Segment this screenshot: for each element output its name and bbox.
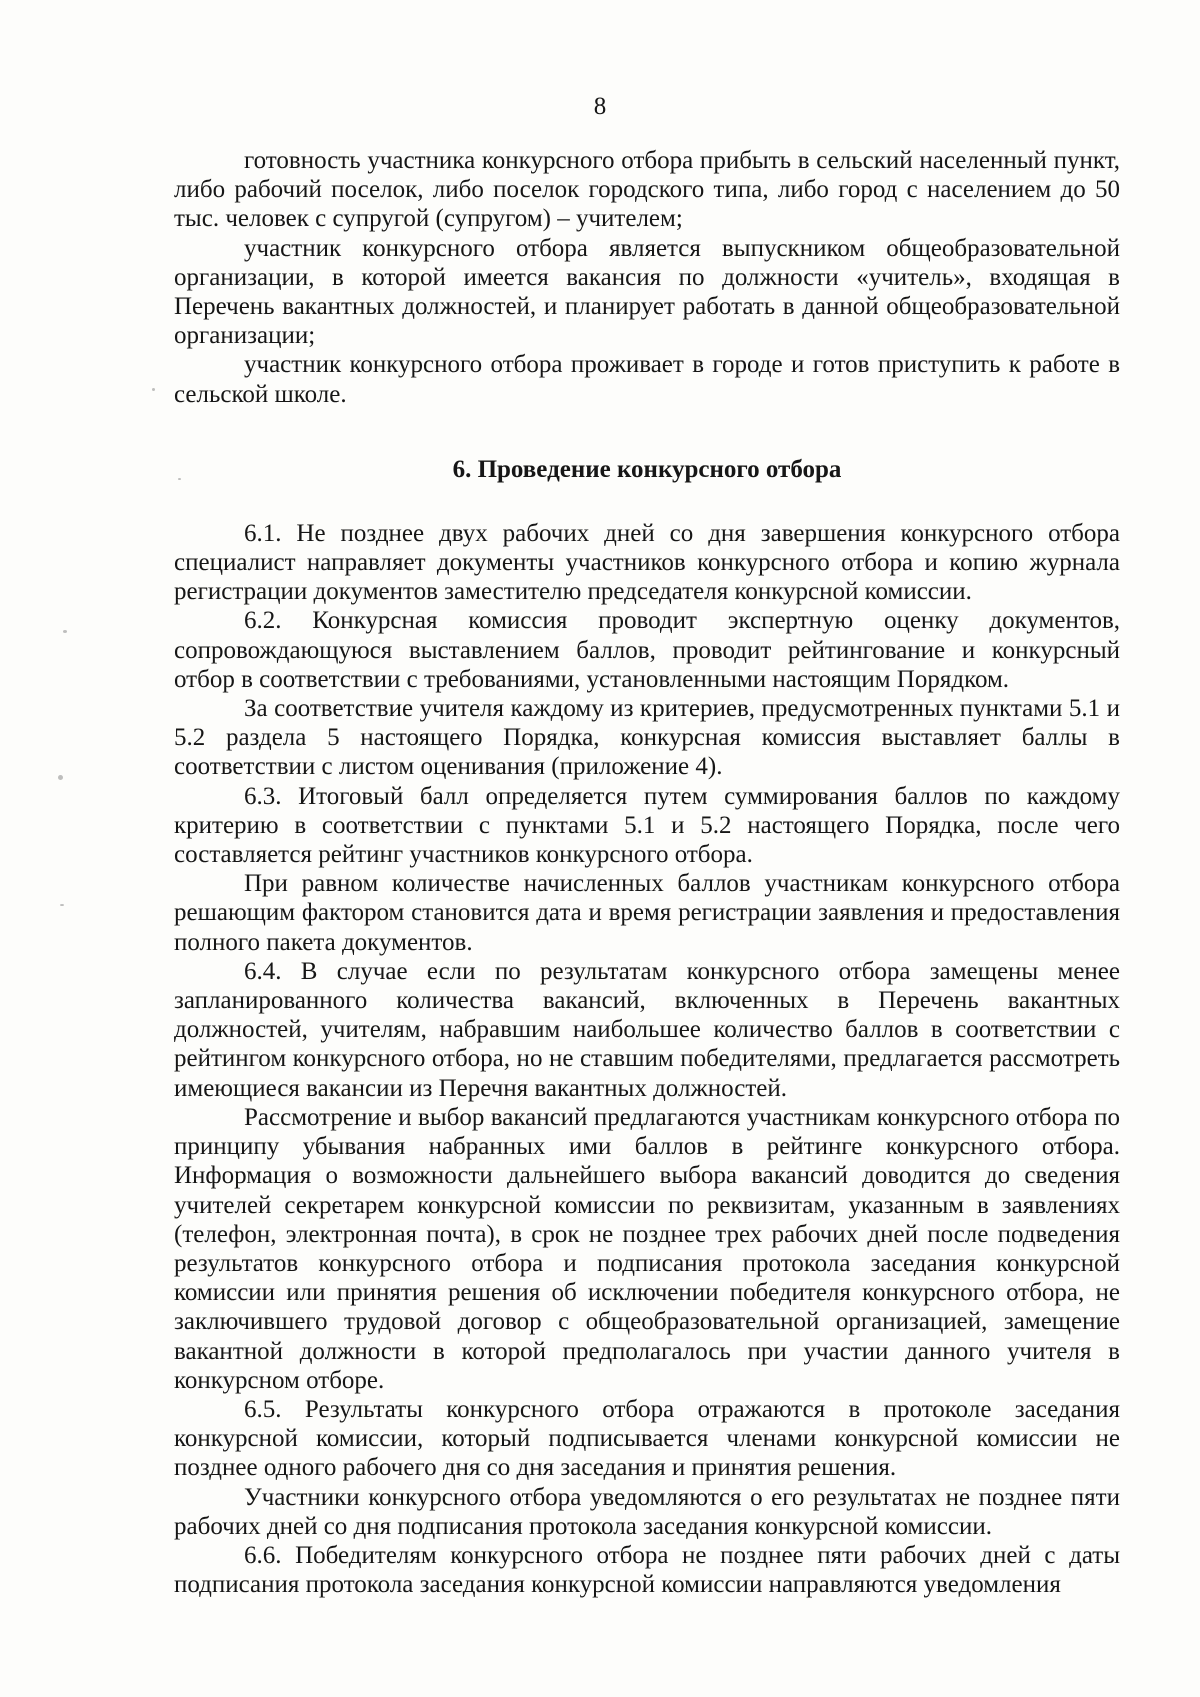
scan-speck — [60, 904, 64, 906]
body-paragraph: Участники конкурсного отбора уведомляются о его результатах не позднее пяти рабочих дней со дня подписания протокола заседания конкурсной комиссии. — [174, 1483, 1120, 1540]
body-paragraph: Рассмотрение и выбор вакансий предлагаются участникам конкурсного отбора по принципу убывания набранных ими баллов в рейтинге конкурсного отбора. Информация о возможности дальнейшего выбора вакансий доводится до сведения учителей секретарем конкурсной комиссии по реквизитам, указанным в заявлениях (телефон, электронная почта), в срок не позднее трех рабочих дней после подведения результатов конкурсного отбора и подписания протокола заседания конкурсной комиссии или принятия решения об исключении победителя конкурсного отбора, не заключившего трудовой договор с общеобразовательной организацией, замещение вакантной должности в которой предполагалось при участии данного учителя в конкурсном отборе. — [174, 1103, 1120, 1394]
body-paragraph: 6.6. Победителям конкурсного отбора не позднее пяти рабочих дней с даты подписания протокола заседания конкурсной комиссии направляются уведомления — [174, 1541, 1120, 1599]
document-body — [174, 146, 1120, 1599]
scan-speck — [63, 630, 67, 633]
body-paragraph: При равном количестве начисленных баллов участникам конкурсного отбора решающим фактором становится дата и время регистрации заявления и предоставления полного пакета документов. — [174, 870, 1120, 956]
body-paragraph: участник конкурсного отбора является выпускником общеобразовательной организации, в которой имеется вакансия по должности «учитель», входящая в Перечень вакантных должностей, и планирует работать в данной общеобразовательной организации; — [174, 234, 1120, 350]
body-paragraph: участник конкурсного отбора проживает в городе и готов приступить к работе в сельской школе. — [174, 351, 1120, 408]
body-paragraph: 6.2. Конкурсная комиссия проводит экспертную оценку документов, сопровождающуюся выставлением баллов, проводит рейтингование и конкурсный отбор в соответствии с требованиями, установленными настоящим Порядком. — [174, 607, 1120, 693]
body-paragraph: 6.5. Результаты конкурсного отбора отражаются в протоколе заседания конкурсной комиссии, который подписывается членами конкурсной комиссии не позднее одного рабочего дня со дня заседания и принятия решения. — [174, 1395, 1120, 1482]
scan-speck — [152, 388, 155, 391]
page-number: 8 — [593, 93, 607, 120]
scan-speck — [58, 775, 63, 780]
section-heading: 6. Проведение конкурсного отбора — [452, 455, 842, 483]
body-paragraph: За соответствие учителя каждому из критериев, предусмотренных пунктами 5.1 и 5.2 раздела 5 настоящего Порядка, конкурсная комиссия выставляет баллы в соответствии с листом оценивания (приложение 4). — [174, 695, 1120, 781]
body-paragraph: 6.4. В случае если по результатам конкурсного отбора замещены менее запланированного количества вакансий, включенных в Перечень вакантных должностей, учителям, набравшим наибольшее количество баллов в соответствии с рейтингом конкурсного отбора, но не ставшим победителями, предлагается рассмотреть имеющиеся вакансии из Перечня вакантных должностей. — [174, 957, 1120, 1102]
body-paragraph: готовность участника конкурсного отбора прибыть в сельский населенный пункт, либо рабочий поселок, либо поселок городского типа, либо город с населением до 50 тыс. человек с супругой (супругом) – учителем; — [174, 147, 1120, 233]
body-paragraph: 6.1. Не позднее двух рабочих дней со дня завершения конкурсного отбора специалист направляет документы участников конкурсного отбора и копию журнала регистрации документов заместителю председателя конкурсной комиссии. — [174, 519, 1120, 606]
body-paragraph: 6.3. Итоговый балл определяется путем суммирования баллов по каждому критерию в соответствии с пунктами 5.1 и 5.2 настоящего Порядка, после чего составляется рейтинг участников конкурсного отбора. — [174, 782, 1120, 869]
